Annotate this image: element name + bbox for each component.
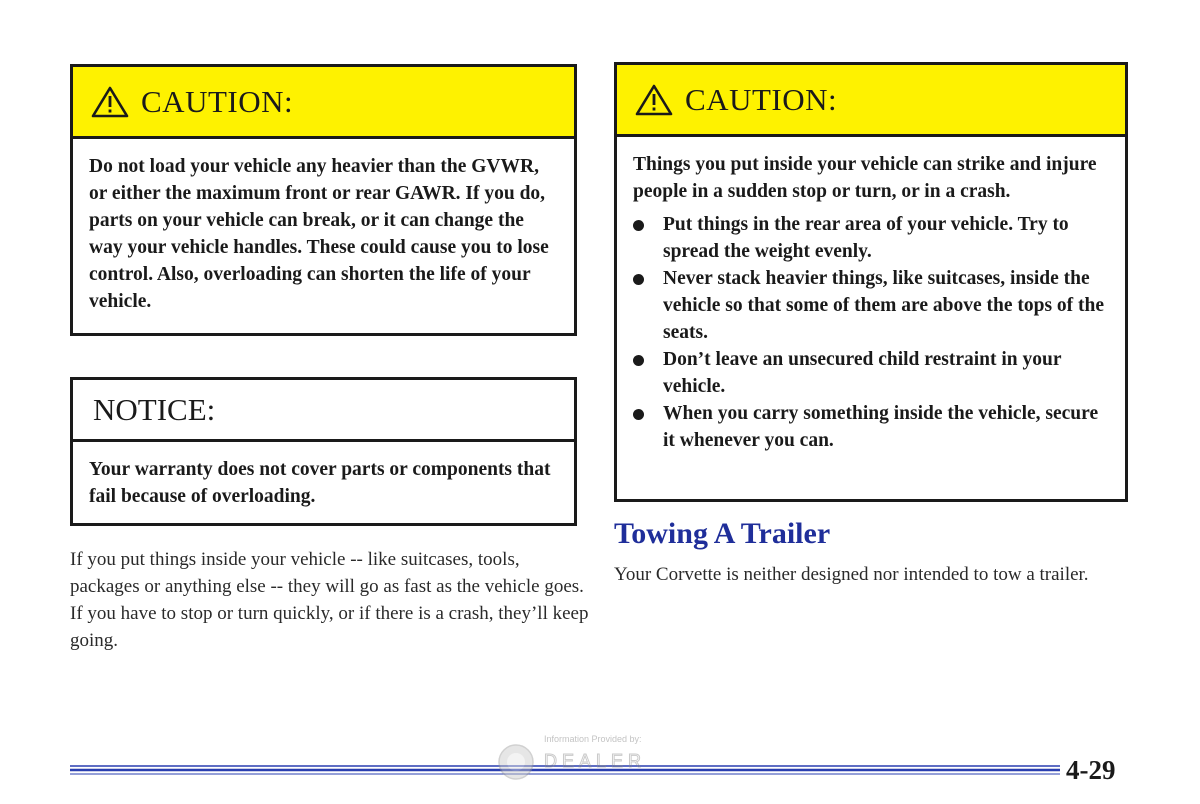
bullet-dot-icon bbox=[633, 355, 644, 366]
notice-header bbox=[73, 380, 574, 442]
warning-triangle-icon bbox=[635, 83, 673, 117]
watermark-logo-text: DEALER bbox=[544, 751, 647, 771]
notice-body: Your warranty does not cover parts or components that fail because of overloading. bbox=[89, 459, 551, 507]
caution-body: Do not load your vehicle any heavier than the GVWR, or either the maximum front or rear GAWR. If you do, parts on your vehicle can break, or it can change the way your vehicle handles. These could cause you to lose control. Also, overloading can shorten the life of your vehicle. bbox=[89, 156, 549, 312]
caution-header bbox=[73, 67, 574, 139]
caution-body bbox=[617, 137, 1125, 464]
notice-title: NOTICE: bbox=[93, 391, 216, 427]
bullet-item bbox=[633, 265, 1109, 346]
bullet-item bbox=[633, 211, 1109, 265]
bullet-text: Put things in the rear area of your vehicle. Try to spread the weight evenly. bbox=[663, 214, 1069, 262]
bullet-dot-icon bbox=[633, 274, 644, 285]
towing-paragraph: Your Corvette is neither designed nor intended to tow a trailer. bbox=[614, 564, 1089, 585]
bullet-dot-icon bbox=[633, 220, 644, 231]
bullet-item bbox=[633, 346, 1109, 400]
caution-bullet-list bbox=[633, 211, 1109, 454]
bullet-text: Don’t leave an unsecured child restraint in your vehicle. bbox=[663, 349, 1062, 397]
caution-title: CAUTION: bbox=[685, 81, 838, 117]
bullet-item bbox=[633, 400, 1109, 454]
section-heading: Towing A Trailer bbox=[614, 517, 831, 550]
notice-box bbox=[70, 377, 577, 526]
dealer-watermark bbox=[496, 734, 696, 784]
bullet-dot-icon bbox=[633, 409, 644, 420]
watermark-caption: Information Provided by: bbox=[544, 734, 642, 744]
body-paragraph: If you put things inside your vehicle -- like suitcases, tools, packages or anything else -- they will go as fast as the vehicle goes. If you have to stop or turn quickly, or if there is a crash, they’ll keep going. bbox=[70, 549, 589, 651]
caution-box-left bbox=[70, 64, 577, 336]
caution-intro: Things you put inside your vehicle can strike and injure people in a sudden stop or turn, or in a crash. bbox=[633, 154, 1097, 202]
caution-header bbox=[617, 65, 1125, 137]
page-number: 4-29 bbox=[1066, 755, 1116, 785]
caution-box-right bbox=[614, 62, 1128, 502]
warning-triangle-icon bbox=[91, 85, 129, 119]
bullet-text: Never stack heavier things, like suitcases, inside the vehicle so that some of them are above the tops of the seats. bbox=[663, 268, 1105, 343]
caution-title: CAUTION: bbox=[141, 83, 294, 119]
bullet-text: When you carry something inside the vehicle, secure it whenever you can. bbox=[663, 403, 1099, 451]
